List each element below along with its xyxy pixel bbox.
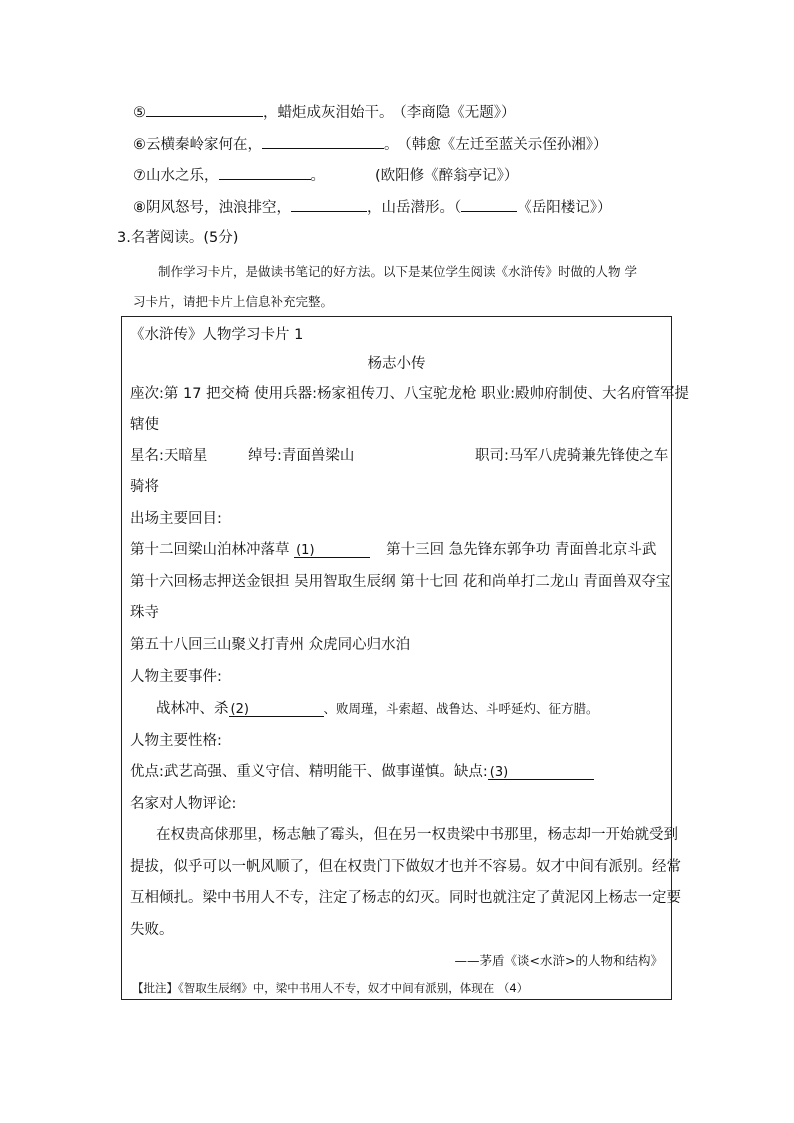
poem-number: ⑧ [133,200,146,216]
question-title: 3.名著阅读。(5分) [117,230,239,246]
poem-line-6: ⑥云横秦岭家何在， 。 （韩愈《左迁至蓝关示侄孙湘》） [133,133,608,155]
poem-source: （韩愈《左迁至蓝关示侄孙湘》） [404,137,608,153]
question-intro: 制作学习卡片，是做读书笔记的好方法。以下是某位学生阅读《水浒传》时做的人物 学 [158,264,637,279]
events-line: 战林冲、杀 (2) 、败周瑾，斗索超、战鲁达、斗呼延灼、征方腊。 [156,701,599,717]
poem-source: (欧阳修《醉翁亭记》） [375,168,519,184]
answer-blank-2[interactable]: (2) [229,702,324,717]
chapter-line-1: 第十二回梁山泊林冲落草 (1) 第十三回 急先锋东郭争功 青面兽北京斗武 [130,542,657,558]
poem-number: ⑥ [133,137,146,153]
card-annotation: 【批注】《智取生辰纲》中，梁中书用人不专，奴才中间有派别，体现在 （4） [132,981,529,995]
review-attribution: ——茅盾《谈<水浒>的人物和结构》 [454,953,663,968]
character-line: 优点:武艺高强、重义守信、精明能干、做事谨慎。缺点: (3) [130,762,594,782]
card-info: 座次:第 17 把交椅 使用兵器:杨家祖传刀、八宝驼龙枪 职业:殿帅府制使、大名府管军提 [130,386,690,402]
answer-blank[interactable] [291,196,367,212]
poem-source: 《岳阳楼记》） [517,200,612,216]
answer-blank[interactable] [262,133,384,149]
chapter-line-2-cont: 珠寺 [130,605,159,621]
card-title: 杨志小传 [367,356,426,372]
card-nickname: 绰号:青面兽梁山 [248,448,355,464]
poem-number: ⑦ [133,168,146,184]
review-text-3: 互相倾扎。梁中书用人不专，注定了杨志的幻灭。同时也就注定了黄泥冈上杨志一定要 [130,890,681,906]
card-post: 职司:马军八虎骑兼先锋使之车 [475,448,669,464]
author-blank[interactable] [461,196,517,212]
poem-number: ⑤ [133,105,146,121]
answer-blank[interactable] [146,101,263,117]
poem-source: （李商隐《无题》） [399,105,516,121]
chapters-label: 出场主要回目: [130,511,222,527]
card-post-cont: 骑将 [130,479,159,495]
character-label: 人物主要性格: [130,733,222,749]
review-text-4: 失败。 [130,922,174,938]
card-info-cont: 辖使 [130,417,159,433]
card-star-name: 星名:天暗星 [130,448,208,464]
review-text-2: 提拔，似乎可以一帆风顺了，但在权贵门下做奴才也并不容易。奴才中间有派别。经常 [130,859,681,875]
poem-line-5: ⑤ ，蜡炬成灰泪始干。 （李商隐《无题》） [133,101,516,123]
card-header: 《水浒传》人物学习卡片 1 [130,327,304,343]
poem-line-7: ⑦山水之乐， 。 (欧阳修《醉翁亭记》） [133,164,518,186]
answer-blank-3[interactable]: (3) [488,765,594,780]
question-intro-cont: 习卡片，请把卡片上信息补充完整。 [133,294,334,309]
review-text-1: 在权贵高俅那里，杨志触了霉头，但在另一权贵梁中书那里，杨志却一开始就受到 [156,827,678,843]
chapter-line-3: 第五十八回三山聚义打青州 众虎同心归水泊 [130,637,411,653]
review-label: 名家对人物评论: [130,796,237,812]
events-label: 人物主要事件: [130,669,222,685]
answer-blank-1[interactable]: (1) [294,543,370,558]
study-card [121,316,690,1000]
poem-line-8: ⑧阴风怒号，浊浪排空， ，山岳潜形。（ 《岳阳楼记》） [133,196,612,218]
chapter-line-2: 第十六回杨志押送金银担 吴用智取生辰纲 第十七回 花和尚单打二龙山 青面兽双夺宝 [130,574,671,590]
answer-blank[interactable] [219,164,311,180]
